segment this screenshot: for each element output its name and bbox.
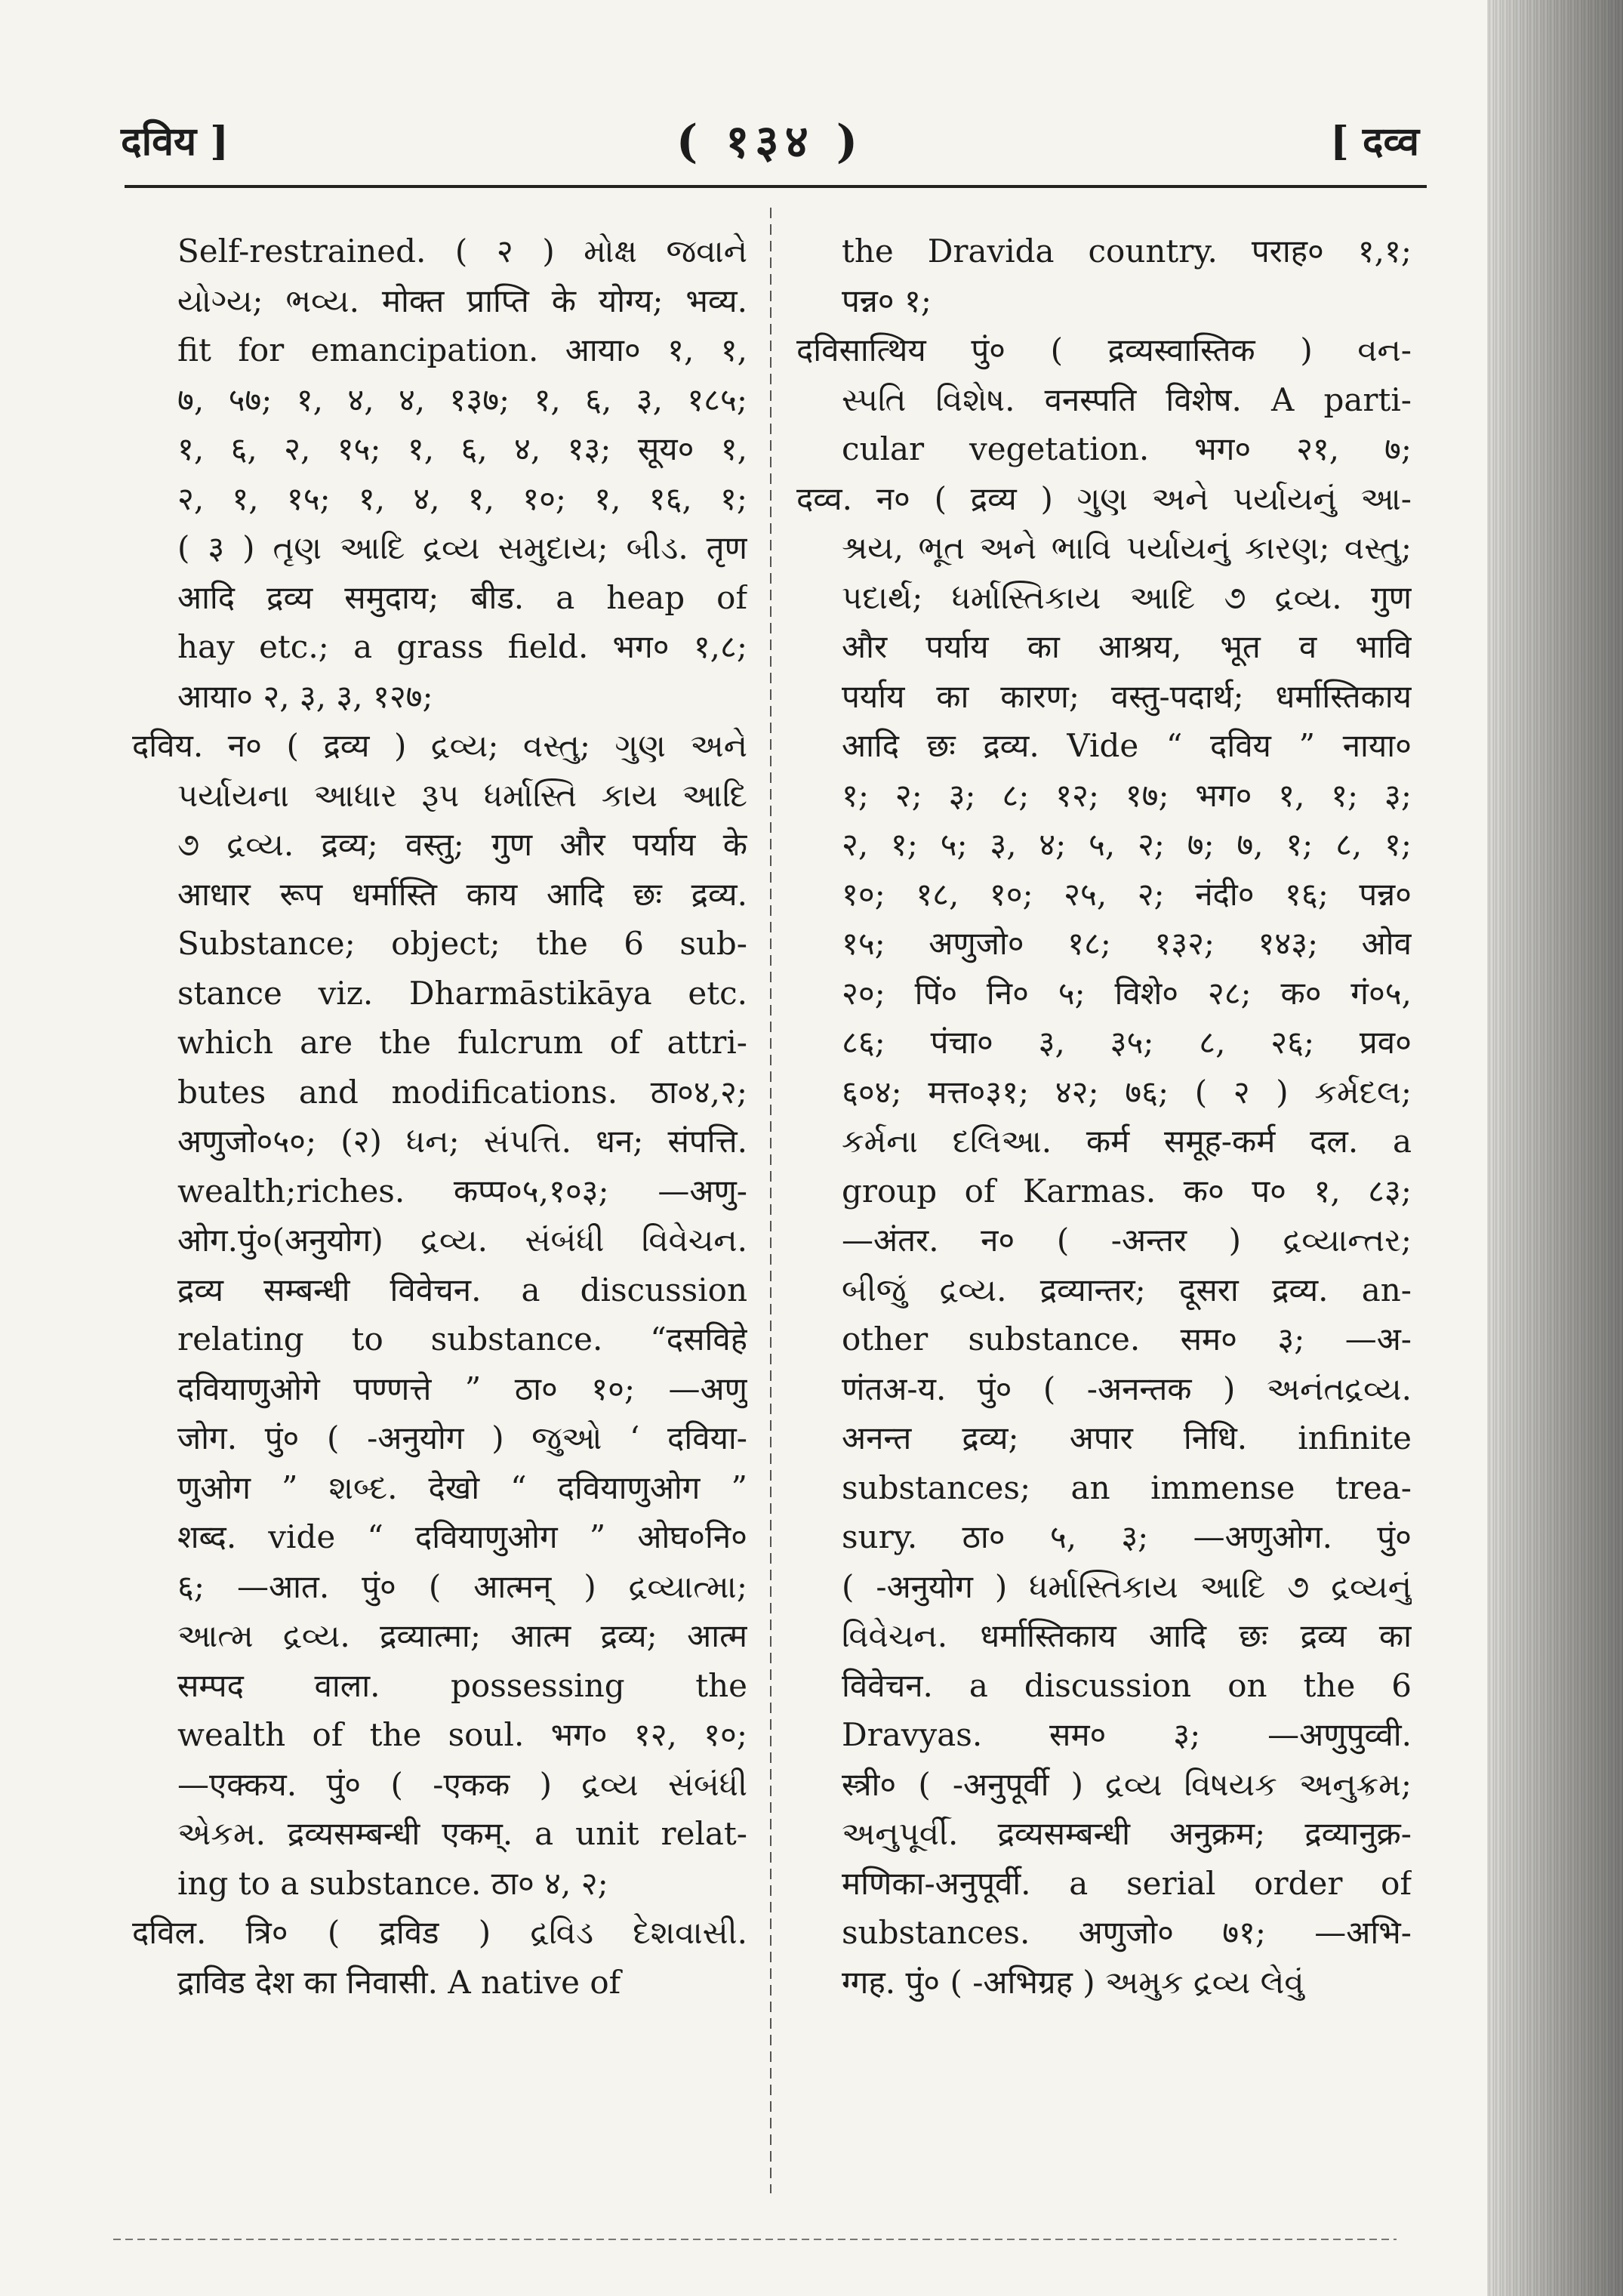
text-line: ( ३ ) તૃણ આદિ દ્રવ્ય સમુદાય; બીડ. तृण xyxy=(177,529,747,566)
text-line: cular vegetation. भग० २१, ७; xyxy=(842,430,1412,467)
text-line: मणिका-अनुपूर्वी. a serial order of xyxy=(842,1864,1412,1902)
text-line: पर्याय का कारण; वस्तु-पदार्थ; धर्मास्तिकाय xyxy=(842,677,1412,715)
text-line: wealth;riches. कप्प०५,१०३; —अणु- xyxy=(177,1172,747,1210)
text-line: १०; १८, १०; २५, २; नंदी० १६; पन्न० xyxy=(842,875,1412,913)
text-line: द्रव्य सम्बन्धी विवेचन. a discussion xyxy=(177,1271,747,1308)
text-line: આત્મ દ્રવ્ય. द्रव्यात्मा; आत्म द्रव्य; आत्म xyxy=(177,1617,747,1654)
text-line: શ્રય, ભૂત અને ભાવિ પર્યાયનું કારણ; વસ્તુ; xyxy=(842,529,1412,566)
text-line: sury. ठा० ५, ३; —अणुओग. पुं० xyxy=(842,1518,1412,1555)
text-line: Substance; object; the 6 sub- xyxy=(177,925,747,962)
text-line: કર્મના દલિઆ. कर्म समूह-कर्म दल. a xyxy=(842,1123,1412,1160)
text-line: स्त्री० ( -अनुपूर्वी ) દ્રવ્ય વિષયક અનુક્રમ; xyxy=(842,1765,1412,1803)
text-line: अणुजो०५०; (२) ધન; સંપત્તિ. धन; संपत्ति. xyxy=(177,1123,747,1160)
text-line: relating to substance. “दसविहे xyxy=(177,1321,747,1358)
text-line: १५; अणुजो० १८; १३२; १४३; ओव xyxy=(842,925,1412,962)
text-line: सम्पद वाला. possessing the xyxy=(177,1666,747,1704)
text-line: અનુપૂર્વી. द्रव्यसम्बन्धी अनुक्रम; द्रव्यानुक्र- xyxy=(842,1815,1412,1852)
text-line: પદાર્થ; ધર્માસ્તિકાય આદિ ૭ દ્રવ્ય. गुण xyxy=(842,578,1412,616)
text-line: ૭ દ્રવ્ય. द्रव्य; वस्तु; गुण और पर्याय के xyxy=(177,826,747,863)
book-binding-gutter xyxy=(1487,0,1623,2296)
text-line: दविल. त्रि० ( द्रविड ) દ્રવિડ દેશવાસી. xyxy=(132,1914,747,1951)
text-line: आधार रूप धर्मास्ति काय आदि छः द्रव्य. xyxy=(177,875,747,913)
text-line: णुओग ” શબ્દ. देखो “ दवियाणुओग ” xyxy=(177,1469,747,1506)
text-line: २, १; ५; ३, ४; ५, २; ७; ७, १; ८, १; xyxy=(842,826,1412,863)
text-line: द्राविड देश का निवासी. A native of xyxy=(177,1963,621,2001)
text-line: બીજું દ્રવ્ય. द्रव्यान्तर; दूसरा द्रव्य. an- xyxy=(842,1271,1412,1308)
footer-rule xyxy=(113,2239,1397,2240)
right-column xyxy=(796,227,1412,2007)
text-line: other substance. सम० ३; —अ- xyxy=(842,1321,1412,1358)
text-line: आदि द्रव्य समुदाय; बीड. a heap of xyxy=(177,578,747,616)
text-line: stance viz. Dharmāstikāya etc. xyxy=(177,974,747,1012)
header-left-guideword: दविय ] xyxy=(121,119,229,165)
text-line: Dravyas. सम० ३; —अणुपुव्वी. xyxy=(842,1716,1412,1753)
text-line: आया० २, ३, ३, १२७; xyxy=(177,677,433,715)
text-line: ६०४; मत्त०३१; ४२; ७६; ( २ ) કર્મદલ; xyxy=(842,1073,1412,1111)
text-line: दविय. न० ( द्रव्य ) દ્રવ્ય; વસ્તુ; ગુણ અને xyxy=(132,727,747,764)
text-line: which are the fulcrum of attri- xyxy=(177,1024,747,1061)
text-line: ग्गह. पुं० ( -अभिग्रह ) અમુક દ્રવ્ય લેવું xyxy=(842,1963,1304,2001)
text-line: विवेचन. a discussion on the 6 xyxy=(842,1666,1412,1704)
text-line: १, ६, २, १५; १, ६, ४, १३; सूय० १, xyxy=(177,430,747,467)
text-line: जोग. पुं० ( -अनुयोग ) જુઓ ‘ दविया- xyxy=(177,1419,747,1456)
text-line: अनन्त द्रव्य; अपार निधि. infinite xyxy=(842,1419,1412,1456)
text-line: दव्व. न० ( द्रव्य ) ગુણ અને પર્યાયનું આ- xyxy=(796,479,1412,517)
text-line: दवियाणुओगे पण्णत्ते ” ठा० १०; —अणु xyxy=(177,1370,747,1407)
header-rule xyxy=(125,185,1427,188)
text-line: પર્યાયના આધાર રૂપ ધર્માસ્તિ કાય આદિ xyxy=(177,776,747,814)
text-line: —एक्कय. पुं० ( -एकक ) દ્રવ્ય સંબંધી xyxy=(177,1765,747,1803)
text-line: ओग.पुं०(अनुयोग) દ્રવ્ય. સંબંધી વિવેચન. xyxy=(177,1222,747,1259)
text-line: substances. अणुजो० ७१; —अभि- xyxy=(842,1914,1412,1951)
header-right-guideword: [ दव्व xyxy=(1330,119,1419,165)
text-line: ६; —आत. पुं० ( आत्मन् ) દ્રવ્યાત્મા; xyxy=(177,1567,747,1605)
text-line: ing to a substance. ठा० ४, २; xyxy=(177,1864,608,1902)
text-line: એકમ. द्रव्यसम्बन्धी एकम्. a unit relat- xyxy=(177,1815,747,1852)
left-column xyxy=(132,227,747,2007)
text-line: butes and modifications. ठा०४,२; xyxy=(177,1073,747,1111)
text-line: ८६; पंचा० ३, ३५; ८, २६; प्रव० xyxy=(842,1024,1412,1061)
text-line: group of Karmas. क० प० १, ८३; xyxy=(842,1172,1412,1210)
text-line: दविसात्थिय पुं० ( द्रव्यस्वास्तिक ) વન- xyxy=(796,331,1412,368)
text-line: સ્પતિ વિશેષ. वनस्पति विशेष. A parti- xyxy=(842,381,1412,418)
text-line: —अंतर. न० ( -अन्तर ) દ્રવ્યાન્તર; xyxy=(842,1222,1412,1259)
page-header xyxy=(121,113,1419,181)
text-line: णंतअ-य. पुं० ( -अनन्तक ) અનંતદ્રવ્ય. xyxy=(842,1370,1412,1407)
text-line: hay etc.; a grass field. भग० १,८; xyxy=(177,628,747,665)
text-line: २, १, १५; १, ४, १, १०; १, १६, १; xyxy=(177,479,747,517)
text-line: fit for emancipation. आया० १, १, xyxy=(177,331,747,368)
column-divider xyxy=(770,208,771,2193)
text-line: વિવેચન. धर्मास्तिकाय आदि छः द्रव्य का xyxy=(842,1617,1412,1654)
text-line: पन्न० १; xyxy=(842,282,932,319)
text-line: યોગ્ય; ભવ્ય. मोक्त प्राप्ति के योग्य; भव्य. xyxy=(177,282,747,319)
text-line: २०; पिं० नि० ५; विशे० २८; क० गं०५, xyxy=(842,974,1412,1012)
text-line: आदि छः द्रव्य. Vide “ दविय ” नाया० xyxy=(842,727,1412,764)
page-number: ( १३४ ) xyxy=(676,116,864,168)
text-line: १; २; ३; ८; १२; १७; भग० १, १; ३; xyxy=(842,776,1412,814)
text-line: Self-restrained. ( २ ) મોક્ષ જવાને xyxy=(177,233,747,270)
text-line: wealth of the soul. भग० १२, १०; xyxy=(177,1716,747,1753)
text-line: ( -अनुयोग ) ધર્માસ્તિકાય આદિ ૭ દ્રવ્યનું xyxy=(842,1567,1412,1605)
text-line: शब्द. vide “ दवियाणुओग ” ओघ०नि० xyxy=(177,1518,747,1555)
text-line: ७, ५७; १, ४, ४, १३७; १, ६, ३, १८५; xyxy=(177,381,747,418)
text-line: the Dravida country. पराह० १,१; xyxy=(842,233,1412,270)
text-line: substances; an immense trea- xyxy=(842,1469,1412,1506)
text-line: और पर्याय का आश्रय, भूत व भावि xyxy=(842,628,1412,665)
